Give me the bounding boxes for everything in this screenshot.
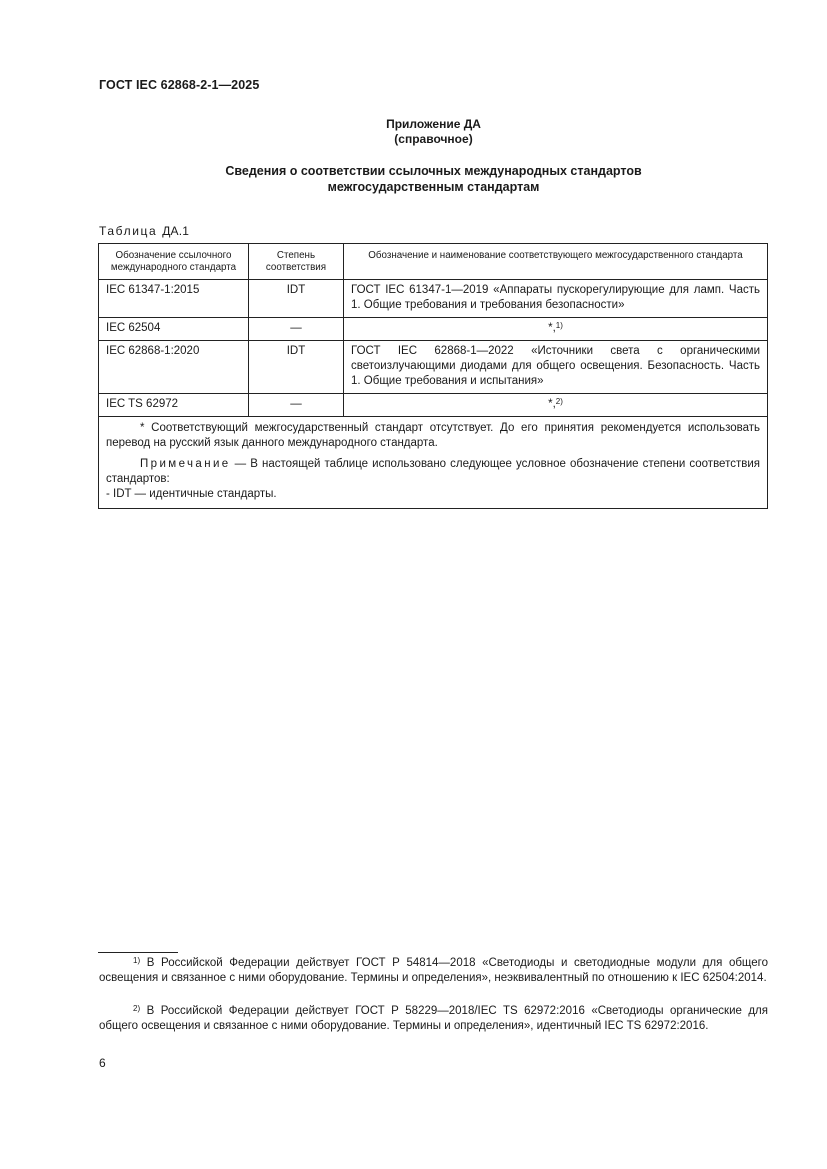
annex-subtitle: (справочное) bbox=[394, 132, 473, 146]
note-label: Примечание bbox=[140, 458, 231, 470]
note-text: — В настоящей таблице использовано следующее условное обозначение степени соответствия стандартов: bbox=[106, 458, 760, 485]
table-row bbox=[99, 341, 768, 394]
table-notes-row bbox=[99, 417, 768, 509]
footnote-2 bbox=[99, 1004, 768, 1034]
cell-degree: — bbox=[249, 318, 344, 341]
column-header-reference-standard: Обозначение ссылочного международного стандарта bbox=[99, 244, 249, 280]
footnote-ref-2: 2) bbox=[555, 397, 563, 406]
table-header-row bbox=[99, 244, 768, 280]
footnote-ref-1: 1) bbox=[555, 321, 563, 330]
cell-degree: IDT bbox=[249, 280, 344, 318]
document-title bbox=[99, 163, 768, 195]
cell-national-standard: ГОСТ IEC 62868-1—2022 «Источники света с органическими светоизлучающими диодами для общего освещения. Безопасность. Часть 1. Общие требования и испытания» bbox=[344, 341, 768, 394]
footnote-text: В Российской Федерации действует ГОСТ Р 58229—2018/IEC TS 62972:2016 «Светодиоды органические для общего освещения и связанное с ними оборудование. Термины и определения», идентичный IEC TS 62972:2016. bbox=[99, 1005, 768, 1032]
footnote-text: В Российской Федерации действует ГОСТ Р 54814—2018 «Светодиоды и светодиодные модули для общего освещения и связанное с ними оборудование. Термины и определения», неэквивалентный по отношению к IEC 62504:2014. bbox=[99, 957, 768, 984]
table-caption-number: ДА.1 bbox=[162, 224, 190, 238]
cell-national-standard: ГОСТ IEC 61347-1—2019 «Аппараты пускорегулирующие для ламп. Часть 1. Общие требования и требования безопасности» bbox=[344, 280, 768, 318]
cell-degree: — bbox=[249, 394, 344, 417]
absent-standard-note: * Соответствующий межгосударственный стандарт отсутствует. До его принятия рекомендуется использовать перевод на русский язык данного международного стандарта. bbox=[106, 422, 760, 449]
annex-title: Приложение ДА bbox=[386, 117, 481, 131]
footnote-mark: 2) bbox=[133, 1004, 141, 1013]
table-row bbox=[99, 280, 768, 318]
cell-reference-standard: IEC 61347-1:2015 bbox=[99, 280, 249, 318]
table-notes bbox=[99, 417, 768, 509]
cell-degree: IDT bbox=[249, 341, 344, 394]
footnote-1 bbox=[99, 956, 768, 986]
document-title-line-2: межгосударственным стандартам bbox=[327, 180, 540, 194]
table-row bbox=[99, 318, 768, 341]
note-item: - IDT — идентичные стандарты. bbox=[106, 488, 277, 500]
table-caption-word: Таблица bbox=[99, 224, 158, 238]
absent-standard-mark: *, bbox=[548, 322, 556, 334]
column-header-degree: Степень соответствия bbox=[249, 244, 344, 280]
cell-national-standard bbox=[344, 318, 768, 341]
table-caption bbox=[99, 224, 189, 238]
document-code-header: ГОСТ IEC 62868-2-1—2025 bbox=[99, 78, 260, 92]
cell-reference-standard: IEC TS 62972 bbox=[99, 394, 249, 417]
table-row bbox=[99, 394, 768, 417]
footnote-mark: 1) bbox=[133, 956, 141, 965]
document-title-line-1: Сведения о соответствии ссылочных международных стандартов bbox=[225, 164, 642, 178]
page-number: 6 bbox=[99, 1056, 106, 1070]
column-header-national-standard: Обозначение и наименование соответствующего межгосударственного стандарта bbox=[344, 244, 768, 280]
cell-national-standard bbox=[344, 394, 768, 417]
cell-reference-standard: IEC 62868-1:2020 bbox=[99, 341, 249, 394]
cell-reference-standard: IEC 62504 bbox=[99, 318, 249, 341]
table-note bbox=[106, 457, 760, 487]
absent-standard-mark: *, bbox=[548, 398, 556, 410]
footnote-separator bbox=[98, 952, 178, 953]
standards-correspondence-table bbox=[98, 243, 768, 509]
annex-heading bbox=[99, 117, 768, 147]
